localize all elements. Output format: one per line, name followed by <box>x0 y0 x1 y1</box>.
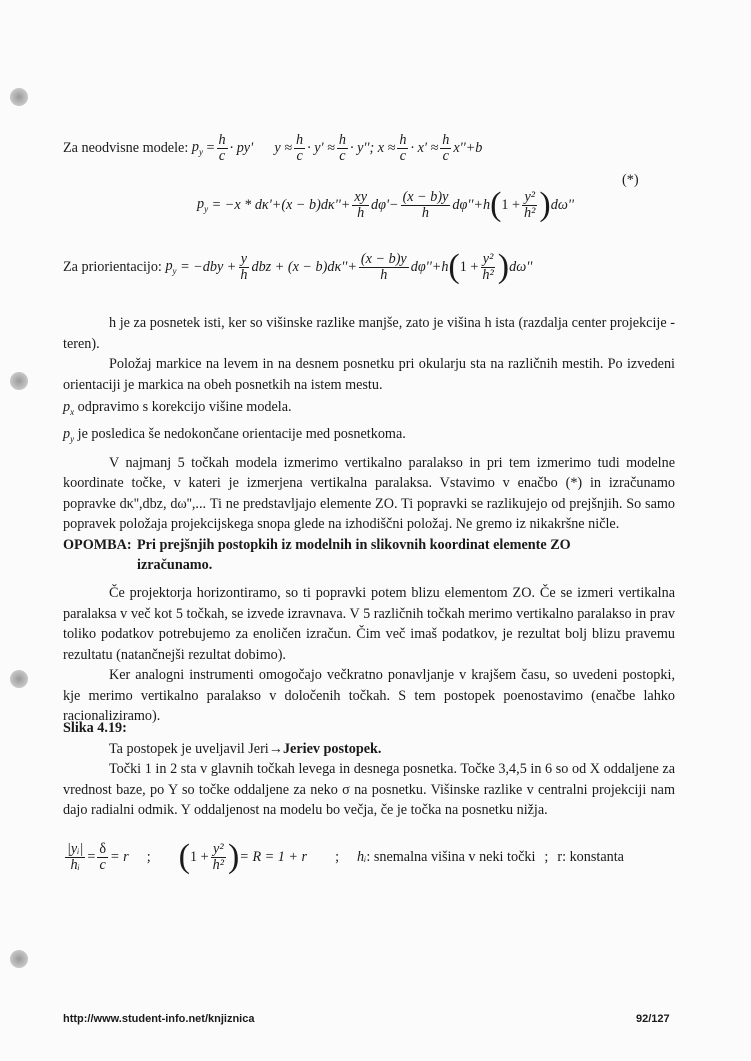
paragraph: V najmanj 5 točkah modela izmerimo vertikalno paralakso in pri tem izmerimo tudi modelne koordinate točke, v kateri je izmerjena vertikalna paralaksa. Vstavimo v enačbo (*) in izračunamo popravke dκ'',dbz, dω'',... Ti ne predstavljajo elemente ZO. Ti popravki se razlikujejo od prejšnjih. So samo popravek položaja projekcijskega snopa glede na izhodiščni položaj. Ne gremo iz nikakršne ničle. <box>63 454 675 533</box>
fraction: $\frac{h}{c}$ <box>399 132 407 164</box>
figure-label: Slika 4.19: <box>63 720 127 736</box>
equation-number: (*) <box>622 172 639 188</box>
paragraph: Ta postopek je uveljavil Jeri→Jeriev postopek. <box>109 740 382 757</box>
fraction: $\frac{(x - b)y}{h}$ <box>360 250 407 283</box>
formula-part: = −x * dκ'+(x − b)dκ''+ <box>211 196 351 213</box>
px-line: $p_x$ odpravimo s korekcijo višine modela. <box>63 399 292 417</box>
fraction: $\frac{y}{h}$ <box>240 250 248 283</box>
fraction: $\frac{\text{y²}}{\text{h²}}$ <box>212 840 224 873</box>
py-symbol: $p_y$ <box>165 258 177 276</box>
formula-part: 1 + <box>459 258 479 275</box>
formula-independent-models: Za neodvisne modele: $p_y$ = $\frac{h}{c}$ · py' y ≈ $\frac{h}{c}$ · y' ≈ $\frac{h}{c}$ · y''; x ≈ $\frac{h}{c}$ · x' ≈ $\frac{h}{c}$ x''+b <box>63 132 483 164</box>
note-text: Pri prejšnjih postopkih iz modelnih in slikovnih koordinat elemente ZO izračunamo. <box>137 536 571 573</box>
formula-py: $p_y$ = −x * dκ'+(x − b)dκ''+ $\frac{xy}{h}$ dφ'− $\frac{(x - b)y}{h}$ dφ''+h ( 1 + $\frac{\text{y²}}{\text{h²}}$ ) dω'' <box>197 186 574 223</box>
fraction: $\frac{h}{c}$ <box>442 132 450 164</box>
formula-radial: $\frac{\text{|yᵢ|}}{\text{hᵢ}}$ = $\frac{\delta}{c}$ = r ; ( 1 + $\frac{\text{y²}}{\text{h²}}$ ) = R = 1 + r ; hᵢ : snemalna višina v neki točki ; r: konstanta <box>67 838 624 875</box>
footer-url[interactable]: http://www.student-info.net/knjiznica <box>63 1013 255 1025</box>
formula-description: r: konstanta <box>557 848 624 865</box>
fraction: $\frac{\text{y²}}{\text{h²}}$ <box>482 250 494 283</box>
page-number: 92/127 <box>636 1013 670 1025</box>
formula-part: · py' <box>229 139 254 156</box>
formula-part: 1 + <box>501 196 521 213</box>
paragraph: h je za posnetek isti, ker so višinske razlike manjše, zato je višina h ista (razdalja center projekcije - teren). <box>63 315 675 352</box>
formula-part: dω'' <box>550 196 574 213</box>
note <box>63 535 675 575</box>
formula-part: · x' ≈ <box>410 139 439 156</box>
body-text-1 <box>63 313 675 575</box>
formula-label: Za neodvisne modele: <box>63 139 189 156</box>
py-symbol: $p_y$ <box>197 196 209 214</box>
formula-priorientation: Za priorientacijo: $p_y$ = −dby + $\frac{y}{h}$ dbz + (x − b)dκ''+ $\frac{(x - b)y}{h}$ dφ''+h ( 1 + $\frac{\text{y²}}{\text{h²}}$ ) dω'' <box>63 248 533 285</box>
formula-part: dφ''+h <box>452 196 491 213</box>
formula-part: dφ''+h <box>410 258 449 275</box>
note-label: OPOMBA: <box>63 536 132 553</box>
fraction: $\frac{(x - b)y}{h}$ <box>402 188 449 221</box>
paragraph: Točki 1 in 2 sta v glavnih točkah levega in desnega posnetka. Točke 3,4,5 in 6 so od X oddaljene za vrednost baze, po Y so točke oddaljene za neko σ na posnetku. Višinske razlike v centralni projekciji nam dajo radialni odmik. Y oddaljenost na modelu bo večja, če je točka na posnetku nižja. <box>63 761 675 818</box>
paragraph: Položaj markice na levem in na desnem posnetku pri okularju sta na različnih mestih. Po izvedeni orientaciji je markica na obeh posnetkih na istem mestu. <box>63 356 675 393</box>
paragraph: Ker analogni instrumenti omogočajo večkratno ponavljanje v krajšem času, so uvedeni postopki, kje merimo vertikalno paralakso v določenih točkah. S tem postopek poenostavimo (enačbe lahko racionaliziramo). <box>63 667 675 724</box>
punch-hole <box>10 670 28 688</box>
py-symbol: $p_y$ <box>191 139 203 158</box>
fraction: $\frac{\text{|yᵢ|}}{\text{hᵢ}}$ <box>67 840 84 873</box>
fraction: $\frac{h}{c}$ <box>218 132 226 164</box>
formula-part: · y''; x ≈ <box>350 139 396 156</box>
formula-part: dφ'− <box>371 196 399 213</box>
formula-part: x''+b <box>453 139 483 156</box>
formula-label: Za priorientacijo: <box>63 258 162 275</box>
fraction: $\frac{\delta}{c}$ <box>99 840 107 873</box>
fraction: $\frac{xy}{h}$ <box>354 188 367 221</box>
punch-hole <box>10 950 28 968</box>
formula-part: · y' ≈ <box>307 139 335 156</box>
formula-part: dbz + (x − b)dκ''+ <box>251 258 357 275</box>
formula-part: dω'' <box>509 258 533 275</box>
fraction: $\frac{\text{y²}}{\text{h²}}$ <box>524 188 536 221</box>
fraction: $\frac{h}{c}$ <box>296 132 304 164</box>
punch-hole <box>10 88 28 106</box>
punch-hole <box>10 372 28 390</box>
formula-part: = r <box>110 848 129 865</box>
fraction: $\frac{h}{c}$ <box>338 132 346 164</box>
py-line: $p_y$ je posledica še nedokončane orientacije med posnetkoma. <box>63 426 406 445</box>
paragraph: Če projektorja horizontiramo, so ti popravki potem blizu elementom ZO. Če se izmeri vertikalna paralaksa v več kot 5 točkah, se izvede izravnava. V 5 različnih točkah merimo vertikalno paralakso in prav toliko podatkov potrebujemo za enoličen izračun. Čim več imaš podatkov, je rezultat bolj blizu pravemu rezultatu (natančnejši rezultat dobimo). <box>63 585 675 663</box>
formula-description: : snemalna višina v neki točki <box>366 848 536 865</box>
formula-part: = −dby + <box>180 258 237 275</box>
formula-part: y ≈ <box>274 139 293 156</box>
body-text-2 <box>63 583 675 727</box>
formula-part: = R = 1 + r <box>239 848 308 865</box>
figure-section <box>63 718 675 821</box>
